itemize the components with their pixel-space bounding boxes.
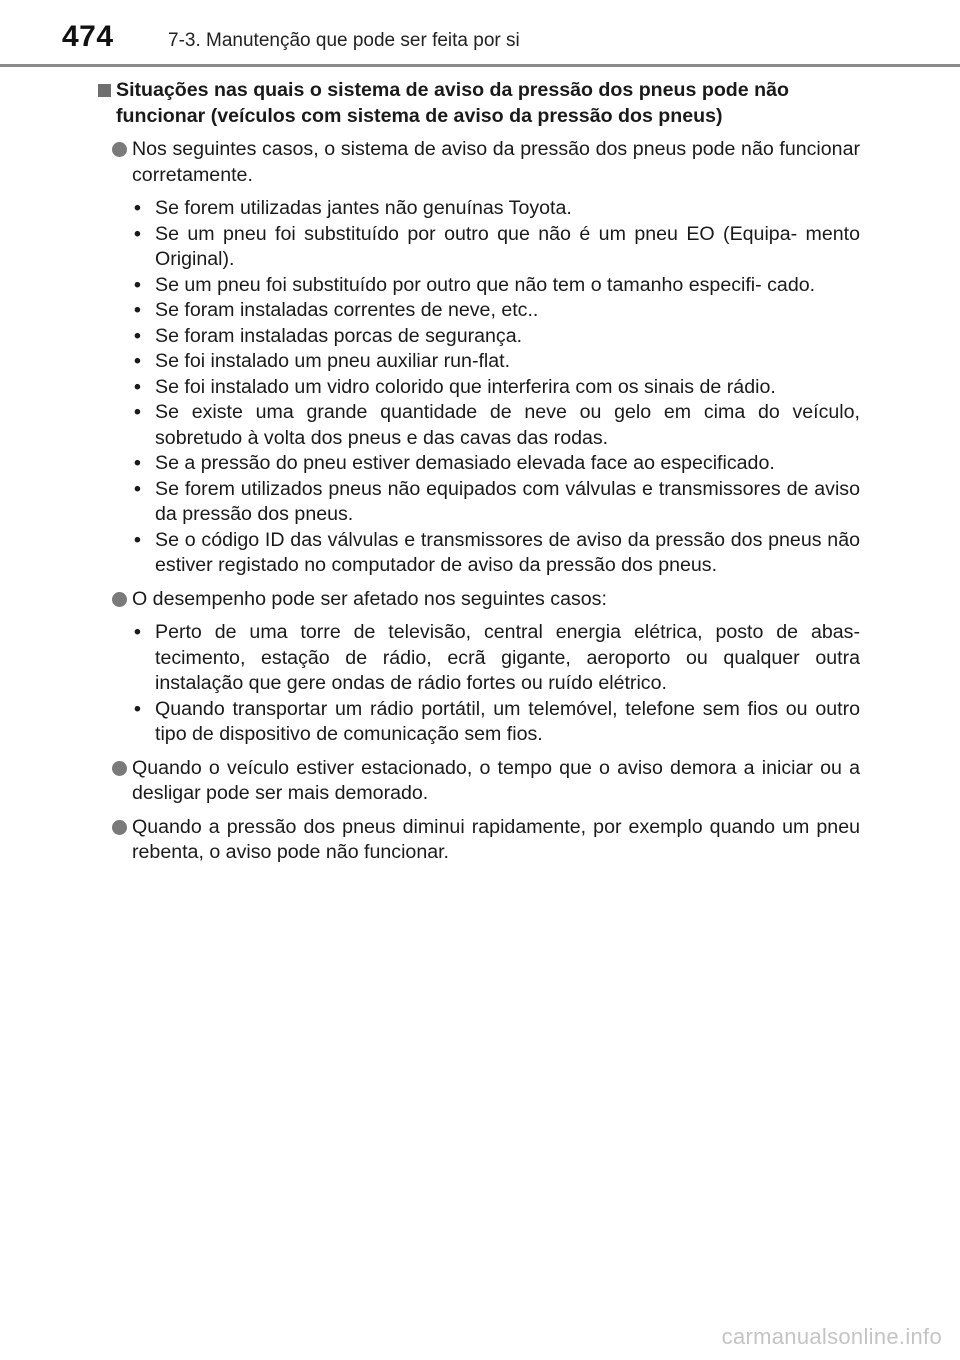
list-item-text: Se forem utilizadas jantes não genuínas Toyota.: [155, 197, 572, 219]
paragraph: [98, 756, 860, 807]
list-item-text: Quando transportar um rádio portátil, um telemóvel, telefone sem fios ou outro tipo de dispositivo de comunicação sem fios.: [155, 697, 860, 745]
bullet-mark: •: [134, 528, 141, 551]
bullet-mark: •: [134, 197, 141, 219]
list-item: [98, 196, 860, 222]
paragraph: [98, 137, 860, 188]
header-rule: [0, 64, 960, 67]
list-item-text: Se foram instaladas porcas de segurança.: [155, 324, 523, 347]
list-item: [98, 349, 860, 375]
bullet-mark: •: [134, 401, 141, 423]
list-item: [98, 528, 860, 579]
paragraph: [98, 587, 860, 613]
page-content: [98, 78, 860, 866]
bullet-mark: •: [134, 273, 141, 296]
paragraph: [98, 815, 860, 866]
list-item-text: Se a pressão do pneu estiver demasiado elevada face ao especificado.: [155, 452, 775, 474]
bullet-mark: •: [134, 697, 141, 720]
section-heading: [98, 78, 860, 129]
list-item: [98, 400, 860, 451]
bullet-mark: •: [134, 477, 141, 500]
list-item-text: Perto de uma torre de televisão, central energia elétrica, posto de abas- tecimento, estação de rádio, ecrã gigante, aeroporto ou qualquer outra instalação que gere ondas de rádio fortes ou ruído elétrico.: [155, 621, 860, 694]
list-item: [98, 222, 860, 273]
paragraph-text: Quando a pressão dos pneus diminui rapidamente, por exemplo quando um pneu rebenta, o aviso pode não funcionar.: [132, 815, 860, 863]
list-item: [98, 324, 860, 350]
section-title: 7-3. Manutenção que pode ser feita por si: [168, 30, 520, 51]
list-item-text: Se existe uma grande quantidade de neve ou gelo em cima do veículo, sobretudo à volta dos pneus e das cavas das rodas.: [155, 401, 860, 449]
bullet-mark: •: [134, 324, 141, 347]
list-item-text: Se foi instalado um pneu auxiliar run-flat.: [155, 350, 511, 372]
bullet-mark: •: [134, 299, 141, 321]
list-item: [98, 477, 860, 528]
page-number: 474: [62, 20, 114, 53]
list-item-text: Se um pneu foi substituído por outro que não é um pneu EO (Equipa- mento Original).: [155, 222, 860, 270]
paragraph-text: Nos seguintes casos, o sistema de aviso da pressão dos pneus pode não funcionar corretamente.: [132, 138, 860, 186]
watermark-link[interactable]: carmanualsonline.info: [721, 1324, 942, 1349]
bullet-list: [98, 196, 860, 579]
page-header: [0, 0, 960, 66]
list-item: [98, 273, 860, 299]
circle-bullet-icon: [112, 761, 127, 776]
circle-bullet-icon: [112, 820, 127, 835]
bullet-list: [98, 620, 860, 748]
list-item-text: Se foi instalado um vidro colorido que interferira com os sinais de rádio.: [155, 375, 776, 398]
list-item: [98, 697, 860, 748]
section-heading-text: Situações nas quais o sistema de aviso da pressão dos pneus pode não funcionar (veículos com sistema de aviso da pressão dos pneus): [116, 79, 789, 127]
paragraph-text: O desempenho pode ser afetado nos seguintes casos:: [132, 587, 607, 610]
circle-bullet-icon: [112, 142, 127, 157]
list-item: [98, 451, 860, 477]
list-item: [98, 620, 860, 697]
list-item: [98, 298, 860, 324]
circle-bullet-icon: [112, 592, 127, 607]
list-item-text: Se forem utilizados pneus não equipados com válvulas e transmissores de aviso da pressão dos pneus.: [155, 477, 860, 525]
list-item-text: Se foram instaladas correntes de neve, etc..: [155, 299, 539, 321]
square-bullet-icon: [98, 84, 111, 97]
bullet-mark: •: [134, 621, 141, 643]
bullet-mark: •: [134, 375, 141, 398]
list-item: [98, 375, 860, 401]
bullet-mark: •: [134, 350, 141, 372]
bullet-mark: •: [134, 222, 141, 245]
list-item-text: Se o código ID das válvulas e transmissores de aviso da pressão dos pneus não estiver registado no computador de aviso da pressão dos pneus.: [155, 528, 860, 576]
list-item-text: Se um pneu foi substituído por outro que não tem o tamanho especifi- cado.: [155, 273, 816, 296]
bullet-mark: •: [134, 452, 141, 474]
paragraph-text: Quando o veículo estiver estacionado, o tempo que o aviso demora a iniciar ou a desligar pode ser mais demorado.: [132, 756, 860, 804]
